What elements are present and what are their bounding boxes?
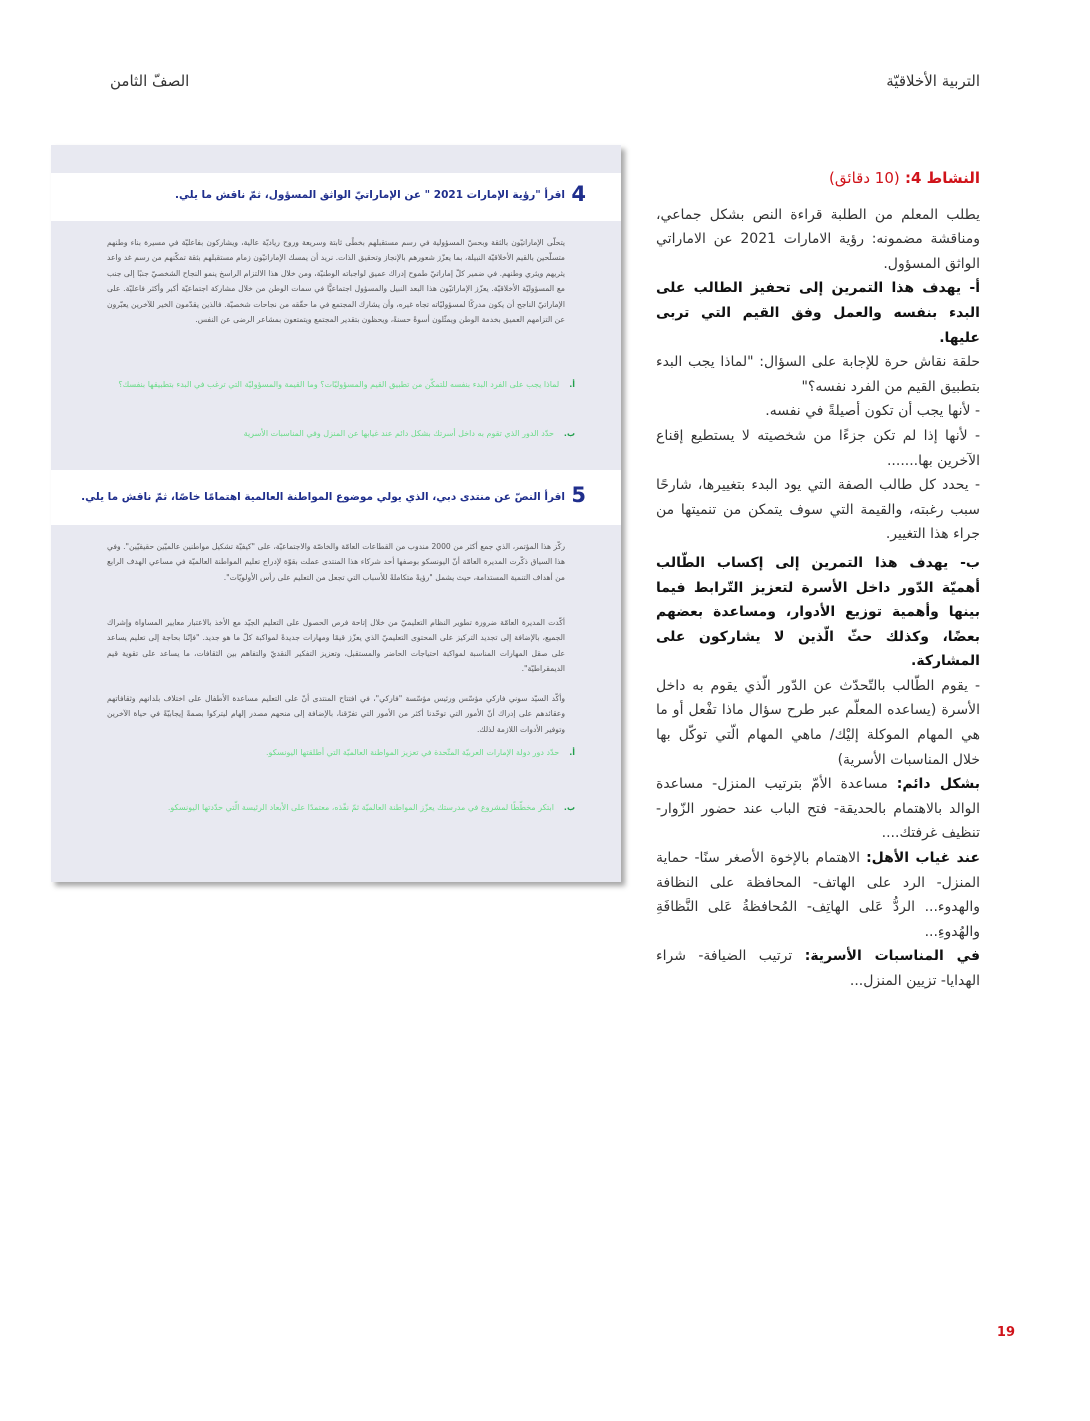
section-5-question-a-text: حدّد دور دولة الإمارات العربيّة المتّحدة في تعزيز المواطنة العالميّة التي أطلقتها اليونسكو. — [266, 748, 560, 757]
activity-goal-a: أ- يهدف هذا التمرين إلى تحفيز الطالب على البدء بنفسه والعمل وفق القيم التي تربى عليها. — [656, 280, 980, 346]
activity-answer-3: - يحدد كل طالب الصفة التي يود البدء بتغييرها، شارحًا سبب رغبته، والقيمة التي سوف يتمكن من تنميتها من جراء هذا التغيير. — [656, 477, 980, 543]
activity-heading — [656, 166, 980, 191]
activity-task: - يقوم الطّالب بالتّحدّث عن الدّور الّذي يقوم به داخل الأسرة (يساعده المعلّم عبر طرح سؤال ماذا تفْعل أو ما هي المهام الموكلة إليْك/ ماهي المهام الّتي توكّل بها خلال المناسبات الأسرية) — [656, 677, 980, 768]
activity-goal-b: ب- يهدف هذا التمرين إلى إكساب الطّالب أهميّة الدّور داخل الأسرة لتعزيز التّرابط فيما بينها وأهمية توزيع الأدوار، ومساعدة بعضهم بعضًا، وكذلك حثّ الّذين لا يشاركون على المشاركة. — [656, 554, 980, 670]
section-5-question-b-text: ابتكر مخطّطًا لمشروع في مدرستك يعزّز المواطنة العالميّة ثمّ نفّذه، معتمدًا على الأبعاد الرئيسة الّتي حدّدتها اليونسكو. — [167, 803, 554, 812]
section-4-question-b-letter: ب. — [563, 429, 575, 438]
section-4-question-a-text: لماذا يجب على الفرد البدء بنفسه للتمكّن من تطبيق القيم والمسؤوليّات؟ وما القيمة والمسؤوليّة التي ترغب في البدء بتطبيقها بنفسك؟ — [118, 380, 560, 389]
section-4-paragraph: يتحلّى الإماراتيّون بالثقة وبحسّ المسؤولية في رسم مستقبلهم بخطًى ثابتة وسريعة وروح رياديّة عالية، ويشاركون بفاعليّة في مسيرة بناء وطنهم متسلّحين بالقيم الأخلاقيّة النبيلة، بما يعزّز شعورهم بالإنجاز وتحقيق الذات. نريد أن يمسك الإماراتيّون زمام مستقبلهم بثقة تمكّنهم من رسم غد واعد يثريهم ويثري وطنهم. في ضمير كلّ إماراتيّ طموح إدراك عميق لواجباته الوطنيّة، ومن خلال هذا الالتزام الراسخ ينمو النجاح الشخصيّ جنبًا إلى جنب مع المسؤوليّة الأخلاقيّة. يعزّز الإماراتيّون هذا البعد النبيل والمسؤول اجتماعيًّا في سمات الوطن من خلال مشاركة اجتماعيّة أكبر وأكثر فاعليّة. على الإماراتيّ الناجح أن يكون مدركًا لمسؤوليّاته تجاه غيره، وأن يشارك المجتمع في ما حقّقه من نجاحات شخصيّة. فالذين يقدّمون الخير للآخرين يعبّرون عن التزامهم العميق بخدمة الوطن ويمثّلون أسوةً حسنةً، ويحظون بتقدير المجتمع ويتمتعون بمشاعر الرضى عن النفس. — [107, 238, 565, 325]
occasions-text: ترتيب الضيافة- شراء الهدايا- تزيين المنزل... — [656, 948, 980, 989]
activity-duration: (10 دقائق) — [829, 169, 900, 187]
page-number: 19 — [996, 1325, 1015, 1340]
section-4-band — [51, 173, 621, 221]
section-5-number: 5 — [571, 483, 586, 507]
section-5-band — [51, 470, 621, 525]
section-4-question-b — [107, 424, 575, 443]
section-5-paragraph-1: ركّز هذا المؤتمر، الذي جمع أكثر من 2000 مندوب من القطاعات العامّة والخاصّة والاجتماعيّة، على "كيفيّة تشكيل مواطنين عالميّين حقيقيّين". وفي هذا السياق ذكّرت المديرة العامّة أنّ اليونسكو بوصفها أحد شركاء هذا المنتدى عملت بقوّة لإدراج تعليم المواطنة العالميّة في مساعي الهدف الرابع من أهداف التنمية المستدامة، حيث يشمل "رؤيةً متكاملةً للأسباب التي تجعل من التعليم على رأس الأولويّات". — [107, 542, 565, 582]
activity-column — [656, 166, 980, 994]
activity-always — [656, 772, 980, 846]
section-4-title: اقرأ "رؤية الإمارات 2021 " عن الإماراتيّ الواثق المسؤول، ثمّ ناقش ما يلي. — [175, 189, 565, 201]
activity-answer-2: - لأنها إذا لم تكن جزءًا من شخصيته لا يستطيع إقناع الآخرين بها....... — [656, 427, 980, 469]
occasions-label: في المناسبات الأسرية: — [804, 948, 980, 965]
section-5-question-b — [107, 798, 575, 817]
absence-label: عند غياب الأهل: — [866, 850, 981, 867]
absence-text: الاهتمام بالإخوة الأصغر سنًا- حماية المنزل- الرد على الهاتف- المحافظة على النظافة والهدوء... الردُّ عَلى الهاتِف- المُحافظةُ عَلى النَّظافَةِ والهُدوءِ... — [656, 850, 980, 940]
section-5-paragraph-2: أكّدت المديرة العامّة ضرورة تطوير النظام التعليميّ من خلال إتاحة فرص الحصول على التعليم الجيّد مع الأخذ بالاعتبار معايير المساواة وإشراك الجميع، بالإضافة إلى تجديد التركيز على المحتوى التعليميّ الذي يعزّز قيمًا ومهارات جديدةً لمواكبة كلّ ما هو جديد. "فإنّنا بحاجة إلى تعليم يساعد على صقل المهارات المناسبة لمواكبة احتياجات الحاضر والمستقبل، وتعزيز التفكير النقديّ والتفاهم بين الثقافات، ما يساعد على تقوية قيم الديمقراطيّة". — [107, 618, 565, 674]
header-subject: التربية الأخلاقيّة — [886, 72, 980, 90]
section-4-question-a-letter: أ. — [569, 380, 575, 389]
activity-discussion: حلقة نقاش حرة للإجابة على السؤال: "لماذا يجب البدء بتطبيق القيم من الفرد نفسه؟" — [656, 354, 980, 395]
always-label: بشكل دائم: — [896, 776, 980, 793]
section-5-title: اقرأ النصّ عن منتدى دبي، الذي يولي موضوع المواطنة العالمية اهتمامًا خاصًا، ثمّ ناقش ما يلي. — [81, 491, 565, 503]
activity-occasions — [656, 944, 980, 993]
activity-intro: يطلب المعلم من الطلبة قراءة النص بشكل جماعي، ومناقشة مضمونه: رؤية الامارات 2021 عن الاماراتي الواثق المسؤول. — [656, 206, 980, 272]
section-5-question-b-letter: ب. — [563, 803, 575, 812]
activity-answer-1: - لأنها يجب أن تكون أصيلةً في نفسه. — [765, 403, 980, 420]
section-5-question-a-letter: أ. — [569, 748, 575, 757]
embedded-student-page — [51, 145, 621, 882]
always-text: مساعدة الأمّ بترتيب المنزل- مساعدة الوالد بالاهتمام بالحديقة- فتح الباب عند حضور الزّوار- تنظيف غرفتك.... — [656, 776, 980, 842]
section-4-question-b-text: حدّد الدور الذي تقوم به داخل أسرتك بشكل دائم عند غيابها عن المنزل وفي المناسبات الأسرية — [243, 429, 554, 438]
section-4-number: 4 — [571, 182, 586, 206]
header-grade: الصفّ الثامن — [110, 72, 190, 90]
activity-absence — [656, 846, 980, 944]
activity-title: النشاط 4: — [904, 169, 980, 187]
section-5-paragraph-3: وأكّد السيّد سوني فاركي مؤسّس ورئيس مؤسّسة "فاركي"، في افتتاح المنتدى أنّ على التعليم مساعدة الأطفال على اختلاف بلدانهم وثقافاتهم وعقائدهم على إدراك أنّ الأمور التي توحّدنا أكثر من الأمور التي تفرّقنا، بالإضافة إلى منحهم مصدر إلهام ليتركوا بصمةً إيجابيّةً في حياة الآخرين وتوفير الأدوات اللازمة لذلك. — [107, 694, 565, 734]
section-4-question-a — [107, 375, 575, 394]
section-5-question-a — [107, 743, 575, 762]
